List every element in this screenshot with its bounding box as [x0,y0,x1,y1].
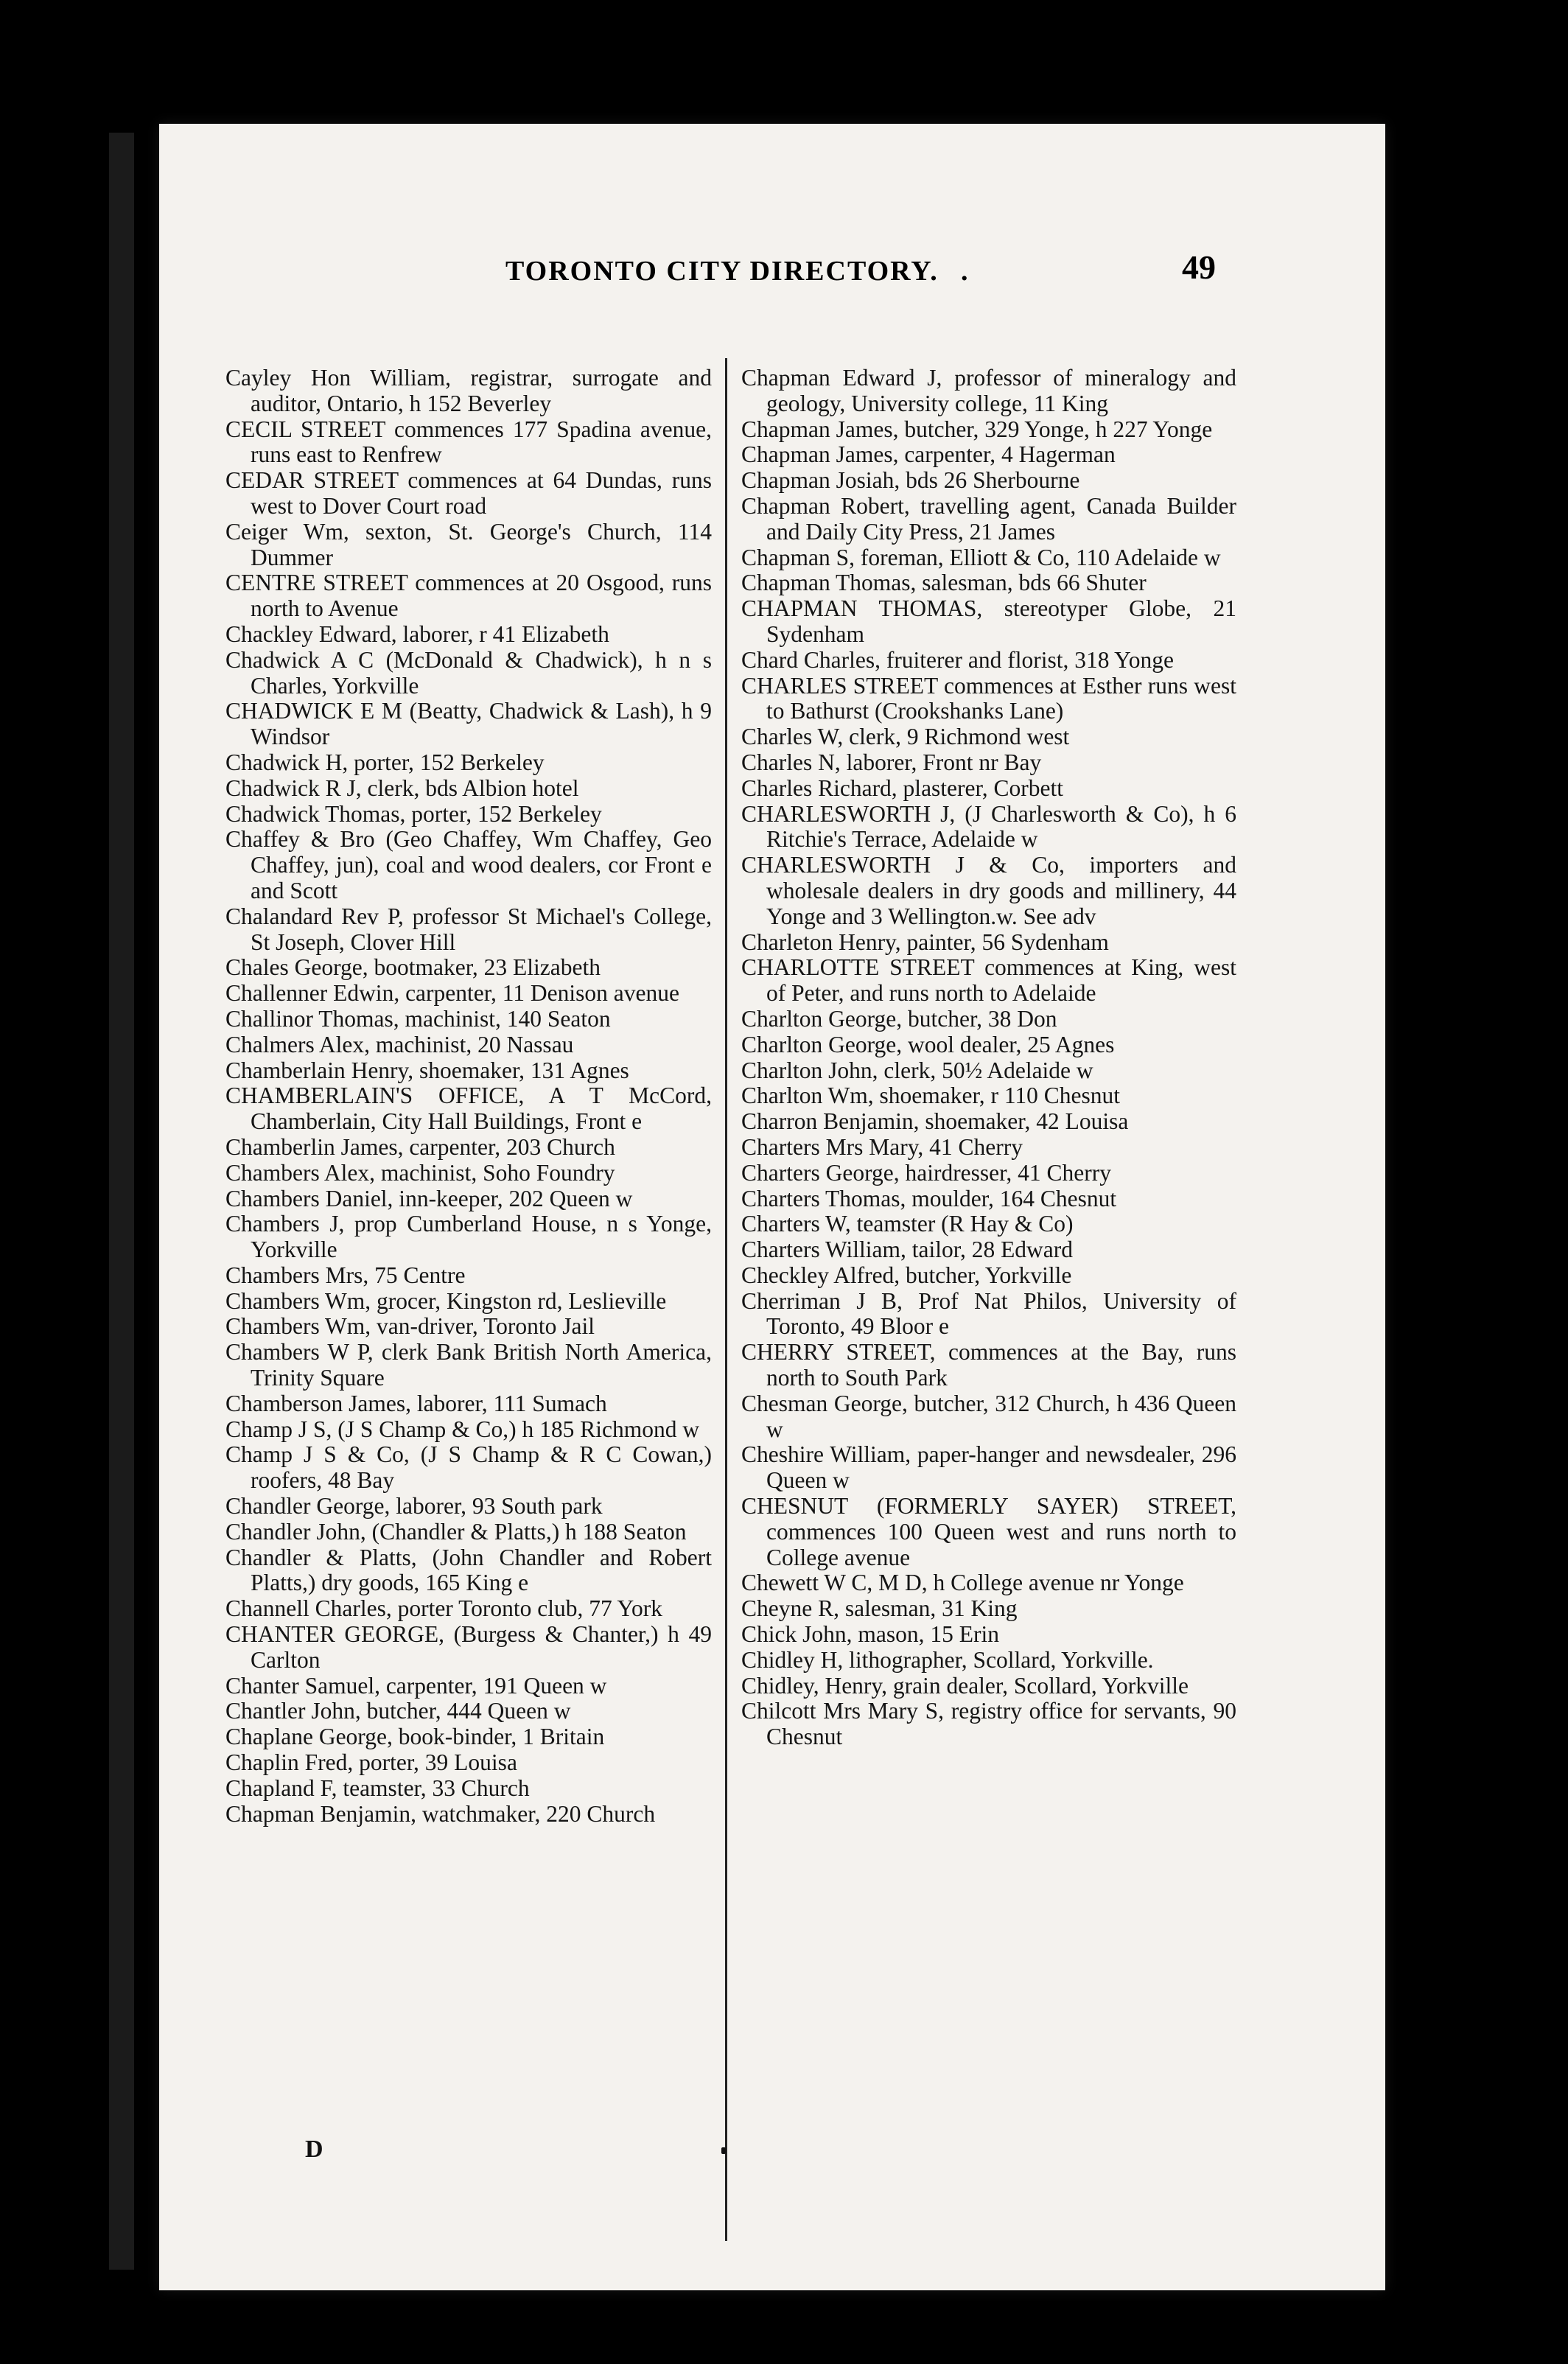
directory-entry: Chaffey & Bro (Geo Chaffey, Wm Chaffey, Geo Chaffey, jun), coal and wood dealers, cor Front e and Scott [225,826,712,903]
directory-entry: Challenner Edwin, carpenter, 11 Denison avenue [225,980,679,1007]
directory-entry: Ceiger Wm, sexton, St. George's Church, 114 Dummer [225,518,712,570]
directory-entry: Chambers Alex, machinist, Soho Foundry [225,1159,615,1186]
directory-entry: CEDAR STREET commences at 64 Dundas, runs west to Dover Court road [225,467,712,519]
directory-entry: Chales George, bootmaker, 23 Elizabeth [225,954,601,981]
directory-entry: Charters Thomas, moulder, 164 Chesnut [741,1185,1117,1211]
directory-entry: Chambers W P, clerk Bank British North America, Trinity Square [225,1339,712,1391]
directory-entry: CHARLOTTE STREET commences at King, west of Peter, and runs north to Adelaide [741,954,1236,1007]
directory-entry: Chackley Edward, laborer, r 41 Elizabeth [225,620,609,647]
directory-entry: Champ J S & Co, (J S Champ & R C Cowan,) roofers, 48 Bay [225,1441,712,1494]
directory-entry: Cheshire William, paper-hanger and newsdealer, 296 Queen w [741,1441,1236,1494]
directory-entry: CHARLESWORTH J & Co, importers and wholesale dealers in dry goods and millinery, 44 Yonge and 3 Wellington.w. See adv [741,852,1236,929]
directory-entry: Chewett W C, M D, h College avenue nr Yonge [741,1570,1184,1596]
directory-entry: CHERRY STREET, commences at the Bay, runs north to South Park [741,1339,1236,1391]
directory-entry: Chapland F, teamster, 33 Church [225,1774,530,1801]
directory-entry: Chesman George, butcher, 312 Church, h 436 Queen w [741,1390,1236,1442]
directory-entry: Chilcott Mrs Mary S, registry office for servants, 90 Chesnut [741,1698,1236,1750]
directory-entry: Cheyne R, salesman, 31 King [741,1595,1018,1622]
column-divider [725,358,727,2241]
directory-page [159,124,1385,2290]
page-mark [721,2147,726,2154]
directory-entry: Charlton Wm, shoemaker, r 110 Chesnut [741,1083,1121,1109]
directory-entry: CHAPMAN THOMAS, stereotyper Globe, 21 Sydenham [741,595,1236,647]
directory-entry: Charters Mrs Mary, 41 Cherry [741,1133,1023,1160]
directory-entry: Champ J S, (J S Champ & Co,) h 185 Richmond w [225,1416,700,1442]
directory-entry: CHAMBERLAIN'S OFFICE, A T McCord, Chamberlain, City Hall Buildings, Front e [225,1083,712,1135]
right-column [741,366,1236,1750]
directory-entry: Chadwick R J, clerk, bds Albion hotel [225,774,579,801]
directory-entry: Chambers J, prop Cumberland House, n s Yonge, Yorkville [225,1211,712,1263]
directory-entry: CENTRE STREET commences at 20 Osgood, runs north to Avenue [225,570,712,622]
directory-entry: Charles W, clerk, 9 Richmond west [741,724,1070,750]
book-spine-shadow [109,133,134,2270]
directory-entry: Chapman James, butcher, 329 Yonge, h 227 Yonge [741,416,1213,442]
directory-entry: Chidley H, lithographer, Scollard, Yorkville. [741,1646,1154,1673]
directory-entry: Chadwick A C (McDonald & Chadwick), h n s Charles, Yorkville [225,646,712,699]
signature-mark: D [305,2136,323,2163]
directory-entry: Channell Charles, porter Toronto club, 77 York [225,1595,663,1622]
directory-entry: Charleton Henry, painter, 56 Sydenham [741,929,1109,955]
directory-entry: CHARLESWORTH J, (J Charlesworth & Co), h 6 Ritchie's Terrace, Adelaide w [741,800,1236,853]
title-dot: . [961,256,968,287]
directory-entry: Chapman S, foreman, Elliott & Co, 110 Adelaide w [741,544,1221,570]
directory-entry: Chadwick Thomas, porter, 152 Berkeley [225,800,602,827]
directory-entry: Chapman Robert, travelling agent, Canada Builder and Daily City Press, 21 James [741,492,1236,545]
directory-entry: Chapman Josiah, bds 26 Sherbourne [741,467,1080,494]
directory-entry: Chamberlin James, carpenter, 203 Church [225,1133,615,1160]
directory-entry: Chandler John, (Chandler & Platts,) h 188 Seaton [225,1518,687,1545]
directory-entry: Charlton George, wool dealer, 25 Agnes [741,1031,1115,1057]
directory-entry: Chantler John, butcher, 444 Queen w [225,1698,571,1724]
directory-entry: Chapman Edward J, professor of mineralogy and geology, University college, 11 King [741,365,1236,416]
directory-entry: Chapman James, carpenter, 4 Hagerman [741,441,1116,468]
page-title: TORONTO CITY DIRECTORY. [505,256,939,287]
directory-entry: Chambers Wm, grocer, Kingston rd, Leslieville [225,1287,667,1314]
directory-entry: CHARLES STREET commences at Esther runs west to Bathurst (Crookshanks Lane) [741,672,1236,724]
directory-entry: CHANTER GEORGE, (Burgess & Chanter,) h 49 Carlton [225,1621,712,1673]
directory-entry: Charlton John, clerk, 50½ Adelaide w [741,1057,1093,1083]
directory-entry: Chambers Mrs, 75 Centre [225,1262,466,1288]
directory-entry: Chandler George, laborer, 93 South park [225,1493,603,1520]
directory-entry: Chambers Daniel, inn-keeper, 202 Queen w [225,1185,633,1211]
directory-entry: Chaplin Fred, porter, 39 Louisa [225,1749,517,1776]
directory-entry: Chambers Wm, van-driver, Toronto Jail [225,1313,595,1340]
directory-entry: Charlton George, butcher, 38 Don [741,1005,1057,1032]
directory-entry: Chard Charles, fruiterer and florist, 318 Yonge [741,646,1175,673]
directory-entry: Cherriman J B, Prof Nat Philos, University of Toronto, 49 Bloor e [741,1287,1236,1340]
directory-entry: Challinor Thomas, machinist, 140 Seaton [225,1005,611,1032]
page-number: 49 [1182,248,1216,286]
directory-entry: Charters William, tailor, 28 Edward [741,1237,1074,1263]
directory-entry: Chalandard Rev P, professor St Michael's College, St Joseph, Clover Hill [225,903,712,955]
left-column [225,366,712,1827]
directory-entry: Chanter Samuel, carpenter, 191 Queen w [225,1672,607,1699]
directory-entry: Cayley Hon William, registrar, surrogate and auditor, Ontario, h 152 Beverley [225,365,712,416]
directory-entry: Chamberlain Henry, shoemaker, 131 Agnes [225,1057,629,1083]
directory-entry: Chapman Thomas, salesman, bds 66 Shuter [741,570,1147,596]
directory-entry: Charron Benjamin, shoemaker, 42 Louisa [741,1108,1129,1135]
directory-entry: Charters George, hairdresser, 41 Cherry [741,1159,1111,1186]
directory-entry: Chamberson James, laborer, 111 Sumach [225,1390,607,1416]
directory-entry: CHADWICK E M (Beatty, Chadwick & Lash), h 9 Windsor [225,698,712,750]
directory-entry: Chaplane George, book-binder, 1 Britain [225,1724,605,1750]
directory-entry: Chick John, mason, 15 Erin [741,1621,999,1648]
directory-entry: Chidley, Henry, grain dealer, Scollard, Yorkville [741,1672,1189,1699]
directory-entry: Chandler & Platts, (John Chandler and Robert Platts,) dry goods, 165 King e [225,1544,712,1596]
directory-entry: Chadwick H, porter, 152 Berkeley [225,749,545,775]
directory-entry: Chapman Benjamin, watchmaker, 220 Church [225,1800,656,1827]
directory-entry: Charles Richard, plasterer, Corbett [741,774,1063,801]
directory-entry: Charters W, teamster (R Hay & Co) [741,1211,1074,1237]
directory-entry: CHESNUT (FORMERLY SAYER) STREET, commences 100 Queen west and runs north to College avenue [741,1493,1236,1570]
directory-entry: CECIL STREET commences 177 Spadina avenue, runs east to Renfrew [225,416,712,468]
directory-entry: Chalmers Alex, machinist, 20 Nassau [225,1031,574,1057]
directory-entry: Checkley Alfred, butcher, Yorkville [741,1262,1072,1288]
directory-entry: Charles N, laborer, Front nr Bay [741,749,1042,775]
